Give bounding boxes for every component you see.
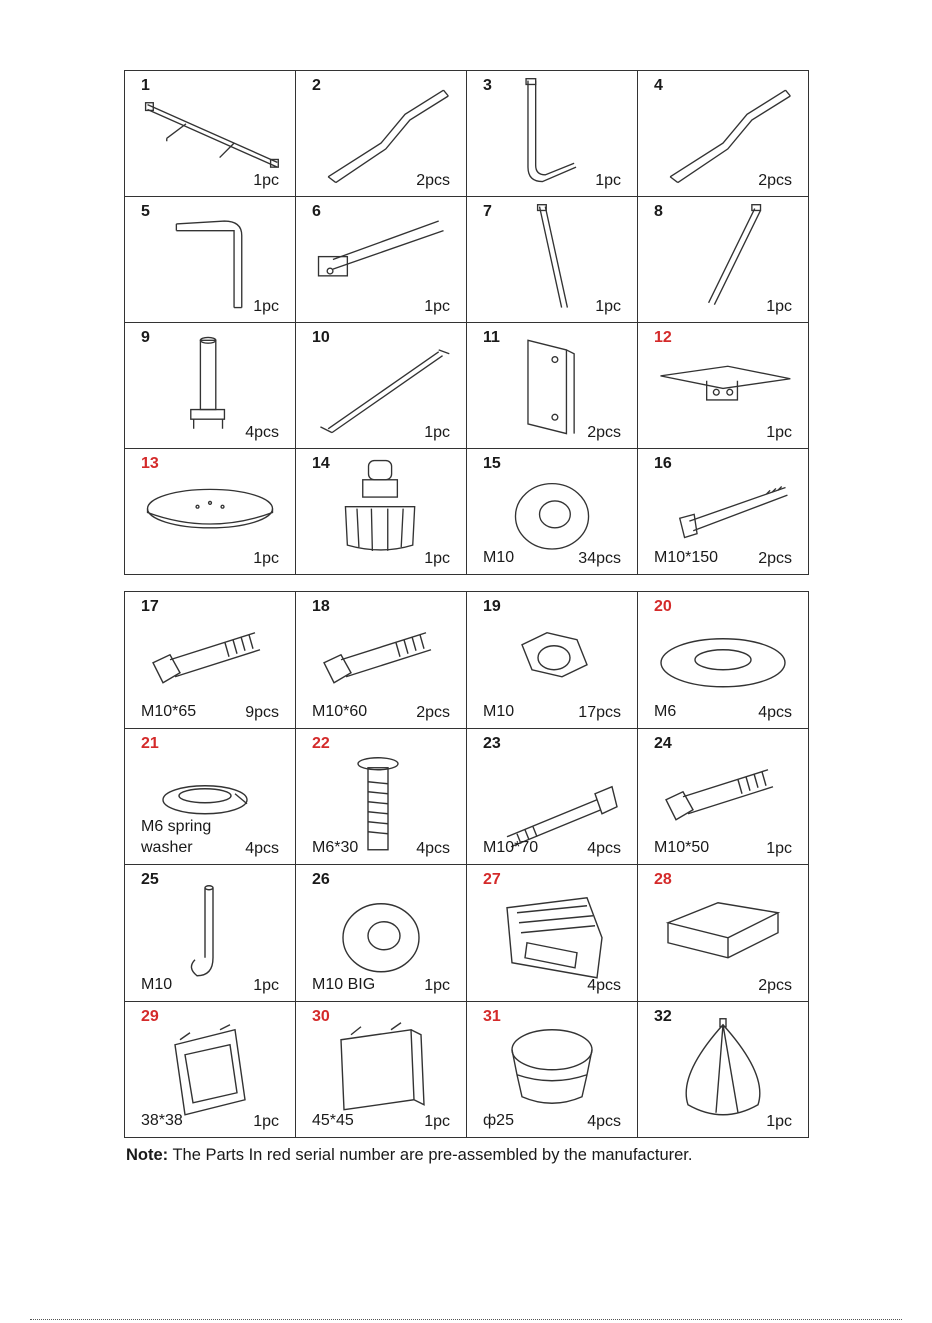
part-spec: M10	[141, 975, 173, 993]
part-quantity: 4pcs	[587, 976, 621, 994]
part-cell	[467, 71, 638, 197]
part-spec: M10*60	[312, 702, 368, 720]
part-number: 9	[141, 329, 150, 346]
part-cell	[296, 592, 467, 729]
part-quantity: 1pc	[424, 424, 450, 441]
part-spec: M6*30	[312, 839, 359, 856]
part-quantity: 4pcs	[245, 840, 279, 857]
part-number: 5	[141, 203, 150, 220]
part-cell	[638, 729, 809, 866]
part-quantity: 1pc	[766, 1113, 792, 1130]
part-number: 13	[141, 455, 159, 472]
note-label: Note:	[126, 1146, 169, 1164]
part-number: 31	[483, 1007, 501, 1025]
part-cell	[467, 197, 638, 323]
part-number: 3	[483, 77, 492, 94]
part-quantity: 2pcs	[758, 976, 792, 994]
part-number: 2	[312, 77, 321, 94]
part-number: 21	[141, 734, 159, 752]
part-cell	[125, 323, 296, 449]
part-quantity: 4pcs	[758, 703, 792, 721]
part-cell	[638, 1002, 809, 1139]
part-cell	[467, 323, 638, 449]
part-cell	[296, 71, 467, 197]
part-number: 11	[483, 329, 500, 346]
part-number: 15	[483, 455, 501, 472]
part-quantity: 1pc	[253, 172, 279, 189]
part-number: 8	[654, 203, 663, 220]
part-number: 23	[483, 734, 501, 752]
part-quantity: 2pcs	[758, 550, 792, 567]
parts-grid-upper	[124, 70, 809, 575]
part-quantity: 2pcs	[416, 703, 450, 721]
part-cell	[638, 449, 809, 575]
part-quantity: 34pcs	[578, 550, 621, 567]
part-cell	[296, 449, 467, 575]
part-cell	[467, 449, 638, 575]
part-cell	[638, 865, 809, 1002]
part-cell	[638, 197, 809, 323]
part-cell	[638, 323, 809, 449]
part-number: 25	[141, 871, 159, 888]
part-number: 17	[141, 598, 159, 615]
part-quantity: 1pc	[424, 298, 450, 315]
part-number: 30	[312, 1007, 330, 1025]
part-quantity: 2pcs	[758, 172, 792, 189]
part-number: 22	[312, 734, 330, 752]
part-spec: M10	[483, 702, 515, 720]
part-cell	[296, 729, 467, 866]
part-quantity: 1pc	[424, 550, 450, 567]
part-number: 29	[141, 1007, 159, 1025]
part-number: 26	[312, 871, 330, 888]
part-cell	[125, 449, 296, 575]
part-cell	[125, 71, 296, 197]
part-cell	[125, 592, 296, 729]
part-quantity: 1pc	[766, 424, 792, 441]
part-number: 7	[483, 203, 492, 220]
part-cell	[125, 865, 296, 1002]
note-text: The Parts In red serial number are pre-assembled by the manufacturer.	[168, 1146, 693, 1164]
part-spec: 38*38	[141, 1112, 183, 1129]
part-cell	[638, 71, 809, 197]
part-cell	[296, 1002, 467, 1139]
part-quantity: 1pc	[595, 172, 621, 189]
part-cell	[125, 729, 296, 866]
parts-grid-lower	[124, 591, 809, 1138]
part-cell	[467, 865, 638, 1002]
part-cell	[467, 592, 638, 729]
part-number: 14	[312, 455, 330, 472]
part-spec: M10*150	[654, 549, 719, 566]
part-number: 1	[141, 77, 150, 94]
part-cell	[467, 1002, 638, 1139]
part-quantity: 1pc	[766, 840, 792, 857]
part-spec: ф25	[483, 1112, 514, 1129]
part-spec: M6 spring washer	[141, 818, 212, 856]
part-number: 20	[654, 598, 672, 615]
part-spec: M10*65	[141, 702, 197, 720]
part-number: 18	[312, 598, 330, 615]
part-cell	[296, 865, 467, 1002]
part-cell	[638, 592, 809, 729]
part-spec: M10 BIG	[312, 975, 376, 993]
part-number: 24	[654, 734, 672, 752]
part-quantity: 4pcs	[587, 1113, 621, 1130]
part-number: 16	[654, 455, 672, 472]
part-quantity: 4pcs	[245, 424, 279, 441]
part-quantity: 1pc	[253, 976, 279, 994]
part-quantity: 4pcs	[587, 840, 621, 857]
part-number: 4	[654, 77, 663, 94]
part-number: 19	[483, 598, 501, 615]
part-cell	[125, 1002, 296, 1139]
part-number: 27	[483, 871, 501, 888]
part-quantity: 1pc	[595, 298, 621, 315]
part-quantity: 2pcs	[587, 424, 621, 441]
part-spec: M6	[654, 702, 677, 720]
part-spec: 45*45	[312, 1112, 354, 1129]
part-cell	[467, 729, 638, 866]
part-quantity: 1pc	[253, 1113, 279, 1130]
part-spec: M10*50	[654, 839, 710, 856]
part-quantity: 1pc	[253, 550, 279, 567]
part-cell	[296, 323, 467, 449]
part-quantity: 9pcs	[245, 703, 279, 721]
part-cell	[296, 197, 467, 323]
part-cell	[125, 197, 296, 323]
part-quantity: 1pc	[766, 298, 792, 315]
part-number: 28	[654, 871, 672, 888]
part-quantity: 1pc	[424, 1113, 450, 1130]
page-bottom-rule	[30, 1319, 902, 1320]
part-quantity: 4pcs	[416, 840, 450, 857]
part-number: 32	[654, 1007, 672, 1025]
part-spec: M10*70	[483, 839, 539, 856]
part-quantity: 2pcs	[416, 172, 450, 189]
part-number: 12	[654, 329, 672, 346]
part-number: 6	[312, 203, 321, 220]
part-quantity: 1pc	[424, 976, 450, 994]
assembly-note	[126, 1146, 692, 1165]
part-number: 10	[312, 329, 330, 346]
part-quantity: 17pcs	[578, 703, 621, 721]
part-quantity: 1pc	[253, 298, 279, 315]
part-spec: M10	[483, 549, 515, 566]
